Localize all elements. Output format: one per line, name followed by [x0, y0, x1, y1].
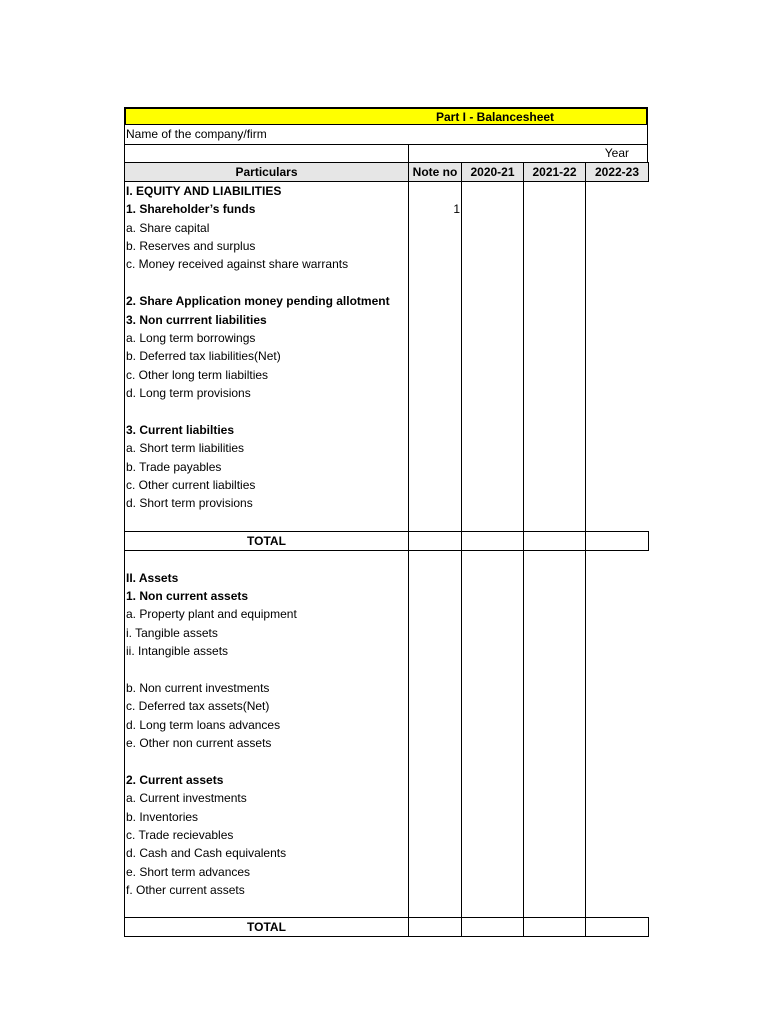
- year-2022-23-cell[interactable]: [586, 200, 649, 218]
- year-2022-23-cell[interactable]: [586, 476, 649, 494]
- table-row: [125, 494, 649, 512]
- note-no-cell[interactable]: [409, 605, 462, 623]
- note-no-cell[interactable]: [409, 881, 462, 899]
- year-2021-22-cell[interactable]: [524, 863, 586, 881]
- particulars-cell[interactable]: a. Current investments: [125, 789, 409, 807]
- note-no-cell[interactable]: [409, 808, 462, 826]
- year-2020-21-cell[interactable]: [462, 844, 524, 862]
- table-row: [125, 384, 649, 402]
- year-2022-23-cell[interactable]: [586, 402, 649, 420]
- year-2021-22-cell[interactable]: [524, 182, 586, 201]
- table-row: [125, 844, 649, 862]
- year-2022-23-cell[interactable]: [586, 494, 649, 512]
- particulars-cell[interactable]: 3. Current liabilties: [125, 421, 409, 439]
- year-2020-21-cell[interactable]: [462, 771, 524, 789]
- table-row: [125, 789, 649, 807]
- particulars-cell[interactable]: [125, 660, 409, 678]
- table-row: [125, 899, 649, 917]
- year-2020-21-cell[interactable]: [462, 642, 524, 660]
- year-2022-23-cell[interactable]: [586, 918, 649, 937]
- year-2021-22-cell[interactable]: [524, 716, 586, 734]
- table-row: [125, 347, 649, 365]
- year-2022-23-cell[interactable]: [586, 660, 649, 678]
- note-no-cell[interactable]: [409, 402, 462, 420]
- particulars-cell[interactable]: b. Non current investments: [125, 679, 409, 697]
- year-2020-21-cell[interactable]: [462, 513, 524, 531]
- year-2021-22-cell[interactable]: [524, 366, 586, 384]
- note-no-cell[interactable]: [409, 347, 462, 365]
- year-2022-23-cell[interactable]: [586, 752, 649, 770]
- table-row: [125, 402, 649, 420]
- year-2022-23-cell[interactable]: [586, 642, 649, 660]
- year-row[interactable]: [124, 144, 648, 162]
- table-row: [125, 568, 649, 586]
- particulars-cell[interactable]: TOTAL: [125, 531, 409, 550]
- year-2022-23-cell[interactable]: [586, 771, 649, 789]
- particulars-cell[interactable]: f. Other current assets: [125, 881, 409, 899]
- note-no-cell[interactable]: [409, 587, 462, 605]
- year-2021-22-cell[interactable]: [524, 899, 586, 917]
- note-no-cell[interactable]: [409, 182, 462, 201]
- table-row: [125, 716, 649, 734]
- note-no-cell[interactable]: [409, 439, 462, 457]
- particulars-cell[interactable]: 2. Current assets: [125, 771, 409, 789]
- table-row: [125, 697, 649, 715]
- year-2021-22-cell[interactable]: [524, 789, 586, 807]
- year-2022-23-cell[interactable]: [586, 255, 649, 273]
- note-no-cell[interactable]: [409, 863, 462, 881]
- table-row: [125, 624, 649, 642]
- sheet-title: Part I - Balancesheet: [436, 110, 555, 124]
- table-row: [125, 310, 649, 328]
- table-row: [125, 366, 649, 384]
- year-2020-21-cell[interactable]: [462, 752, 524, 770]
- year-2021-22-cell[interactable]: [524, 292, 586, 310]
- note-no-cell[interactable]: [409, 899, 462, 917]
- table-row: [125, 734, 649, 752]
- particulars-cell[interactable]: c. Money received against share warrants: [125, 255, 409, 273]
- year-2022-23-cell[interactable]: [586, 826, 649, 844]
- year-2020-21-cell[interactable]: [462, 310, 524, 328]
- year-2021-22-cell[interactable]: [524, 697, 586, 715]
- year-2020-21-cell[interactable]: [462, 421, 524, 439]
- year-2020-21-cell[interactable]: [462, 457, 524, 475]
- header-row: [125, 163, 649, 182]
- year-2020-21-cell[interactable]: [462, 255, 524, 273]
- year-2021-22-cell[interactable]: [524, 237, 586, 255]
- particulars-cell[interactable]: 3. Non currrent liabilities: [125, 310, 409, 328]
- particulars-cell[interactable]: c. Other current liabilties: [125, 476, 409, 494]
- year-2021-22-cell[interactable]: [524, 421, 586, 439]
- particulars-cell[interactable]: a. Share capital: [125, 218, 409, 236]
- company-name-row[interactable]: [124, 125, 648, 144]
- note-no-cell[interactable]: [409, 752, 462, 770]
- note-no-cell[interactable]: [409, 660, 462, 678]
- year-2021-22-cell[interactable]: [524, 274, 586, 292]
- year-2020-21-cell[interactable]: [462, 347, 524, 365]
- year-2022-23-cell[interactable]: [586, 844, 649, 862]
- particulars-cell[interactable]: a. Property plant and equipment: [125, 605, 409, 623]
- year-2020-21-cell[interactable]: [462, 329, 524, 347]
- note-no-cell[interactable]: [409, 531, 462, 550]
- year-2021-22-cell[interactable]: [524, 844, 586, 862]
- table-row: [125, 826, 649, 844]
- header-note-no[interactable]: Note no: [409, 163, 462, 182]
- year-2020-21-cell[interactable]: [462, 182, 524, 201]
- particulars-cell[interactable]: c. Deferred tax assets(Net): [125, 697, 409, 715]
- year-2020-21-cell[interactable]: [462, 605, 524, 623]
- year-2022-23-cell[interactable]: [586, 550, 649, 568]
- year-2021-22-cell[interactable]: [524, 642, 586, 660]
- particulars-cell[interactable]: b. Reserves and surplus: [125, 237, 409, 255]
- year-2021-22-cell[interactable]: [524, 347, 586, 365]
- particulars-cell[interactable]: [125, 402, 409, 420]
- year-2021-22-cell[interactable]: [524, 384, 586, 402]
- year-2022-23-cell[interactable]: [586, 697, 649, 715]
- year-2022-23-cell[interactable]: [586, 789, 649, 807]
- year-2022-23-cell[interactable]: [586, 679, 649, 697]
- year-label: Year: [604, 146, 629, 160]
- note-no-cell[interactable]: [409, 642, 462, 660]
- year-2021-22-cell[interactable]: [524, 439, 586, 457]
- note-no-cell[interactable]: [409, 679, 462, 697]
- note-no-cell[interactable]: [409, 826, 462, 844]
- year-2020-21-cell[interactable]: [462, 292, 524, 310]
- year-2022-23-cell[interactable]: [586, 182, 649, 201]
- year-2022-23-cell[interactable]: [586, 274, 649, 292]
- year-2020-21-cell[interactable]: [462, 568, 524, 586]
- year-2021-22-cell[interactable]: [524, 476, 586, 494]
- note-no-cell[interactable]: [409, 274, 462, 292]
- particulars-cell[interactable]: a. Long term borrowings: [125, 329, 409, 347]
- note-no-cell[interactable]: [409, 292, 462, 310]
- year-2021-22-cell[interactable]: [524, 605, 586, 623]
- header-year-2020-21[interactable]: 2020-21: [462, 163, 524, 182]
- table-row: [125, 550, 649, 568]
- year-2021-22-cell[interactable]: [524, 329, 586, 347]
- column-divider: [408, 145, 409, 162]
- year-2021-22-cell[interactable]: [524, 918, 586, 937]
- year-2022-23-cell[interactable]: [586, 457, 649, 475]
- particulars-cell[interactable]: b. Deferred tax liabilities(Net): [125, 347, 409, 365]
- year-2020-21-cell[interactable]: [462, 218, 524, 236]
- particulars-cell[interactable]: [125, 550, 409, 568]
- year-2022-23-cell[interactable]: [586, 734, 649, 752]
- year-2021-22-cell[interactable]: [524, 457, 586, 475]
- year-2020-21-cell[interactable]: [462, 384, 524, 402]
- year-2021-22-cell[interactable]: [524, 531, 586, 550]
- total-row: [125, 531, 649, 550]
- table-row: [125, 513, 649, 531]
- year-2021-22-cell[interactable]: [524, 826, 586, 844]
- year-2020-21-cell[interactable]: [462, 200, 524, 218]
- table-row: [125, 863, 649, 881]
- year-2021-22-cell[interactable]: [524, 660, 586, 678]
- particulars-cell[interactable]: TOTAL: [125, 918, 409, 937]
- year-2022-23-cell[interactable]: [586, 605, 649, 623]
- year-2020-21-cell[interactable]: [462, 494, 524, 512]
- year-2020-21-cell[interactable]: [462, 789, 524, 807]
- year-2022-23-cell[interactable]: [586, 384, 649, 402]
- year-2022-23-cell[interactable]: [586, 587, 649, 605]
- table-row: [125, 274, 649, 292]
- note-no-cell[interactable]: [409, 624, 462, 642]
- year-2021-22-cell[interactable]: [524, 752, 586, 770]
- table-row: [125, 182, 649, 201]
- particulars-cell[interactable]: II. Assets: [125, 568, 409, 586]
- note-no-cell[interactable]: [409, 494, 462, 512]
- particulars-cell[interactable]: I. EQUITY AND LIABILITIES: [125, 182, 409, 201]
- particulars-cell[interactable]: [125, 899, 409, 917]
- note-no-cell[interactable]: 1: [409, 200, 462, 218]
- year-2022-23-cell[interactable]: [586, 421, 649, 439]
- total-row: [125, 918, 649, 937]
- year-2020-21-cell[interactable]: [462, 881, 524, 899]
- year-2021-22-cell[interactable]: [524, 494, 586, 512]
- table-row: [125, 679, 649, 697]
- year-2022-23-cell[interactable]: [586, 366, 649, 384]
- particulars-cell[interactable]: e. Short term advances: [125, 863, 409, 881]
- particulars-cell[interactable]: 1. Shareholder’s funds: [125, 200, 409, 218]
- year-2021-22-cell[interactable]: [524, 679, 586, 697]
- table-row: [125, 329, 649, 347]
- year-2020-21-cell[interactable]: [462, 237, 524, 255]
- year-2020-21-cell[interactable]: [462, 531, 524, 550]
- year-2020-21-cell[interactable]: [462, 274, 524, 292]
- year-2020-21-cell[interactable]: [462, 587, 524, 605]
- year-2022-23-cell[interactable]: [586, 531, 649, 550]
- table-row: [125, 255, 649, 273]
- note-no-cell[interactable]: [409, 697, 462, 715]
- year-2022-23-cell[interactable]: [586, 568, 649, 586]
- year-2020-21-cell[interactable]: [462, 697, 524, 715]
- year-2022-23-cell[interactable]: [586, 863, 649, 881]
- table-row: [125, 642, 649, 660]
- table-row: [125, 752, 649, 770]
- year-2020-21-cell[interactable]: [462, 679, 524, 697]
- table-row: [125, 660, 649, 678]
- note-no-cell[interactable]: [409, 716, 462, 734]
- note-no-cell[interactable]: [409, 255, 462, 273]
- table-row: [125, 218, 649, 236]
- particulars-cell[interactable]: b. Trade payables: [125, 457, 409, 475]
- year-2022-23-cell[interactable]: [586, 218, 649, 236]
- particulars-cell[interactable]: e. Other non current assets: [125, 734, 409, 752]
- year-2022-23-cell[interactable]: [586, 237, 649, 255]
- note-no-cell[interactable]: [409, 734, 462, 752]
- header-year-2021-22[interactable]: 2021-22: [524, 163, 586, 182]
- year-2022-23-cell[interactable]: [586, 624, 649, 642]
- table-body: [125, 182, 649, 937]
- balance-sheet: [124, 107, 648, 937]
- note-no-cell[interactable]: [409, 771, 462, 789]
- particulars-cell[interactable]: i. Tangible assets: [125, 624, 409, 642]
- note-no-cell[interactable]: [409, 513, 462, 531]
- particulars-cell[interactable]: a. Short term liabilities: [125, 439, 409, 457]
- year-2021-22-cell[interactable]: [524, 200, 586, 218]
- year-2020-21-cell[interactable]: [462, 624, 524, 642]
- note-no-cell[interactable]: [409, 384, 462, 402]
- note-no-cell[interactable]: [409, 550, 462, 568]
- year-2022-23-cell[interactable]: [586, 292, 649, 310]
- table-row: [125, 771, 649, 789]
- year-2021-22-cell[interactable]: [524, 402, 586, 420]
- year-2021-22-cell[interactable]: [524, 771, 586, 789]
- year-2022-23-cell[interactable]: [586, 513, 649, 531]
- table-row: [125, 881, 649, 899]
- year-2020-21-cell[interactable]: [462, 439, 524, 457]
- table-row: [125, 421, 649, 439]
- title-row[interactable]: [124, 107, 648, 125]
- header-year-2022-23[interactable]: 2022-23: [586, 163, 649, 182]
- particulars-cell[interactable]: [125, 513, 409, 531]
- year-2020-21-cell[interactable]: [462, 918, 524, 937]
- note-no-cell[interactable]: [409, 476, 462, 494]
- note-no-cell[interactable]: [409, 366, 462, 384]
- particulars-cell[interactable]: b. Inventories: [125, 808, 409, 826]
- year-2021-22-cell[interactable]: [524, 587, 586, 605]
- year-2020-21-cell[interactable]: [462, 716, 524, 734]
- year-2020-21-cell[interactable]: [462, 808, 524, 826]
- year-2021-22-cell[interactable]: [524, 310, 586, 328]
- table-row: [125, 439, 649, 457]
- year-2020-21-cell[interactable]: [462, 402, 524, 420]
- particulars-cell[interactable]: d. Cash and Cash equivalents: [125, 844, 409, 862]
- table-row: [125, 292, 649, 310]
- particulars-cell[interactable]: d. Long term loans advances: [125, 716, 409, 734]
- note-no-cell[interactable]: [409, 918, 462, 937]
- balance-grid: [124, 162, 649, 937]
- table-row: [125, 237, 649, 255]
- particulars-cell[interactable]: 1. Non current assets: [125, 587, 409, 605]
- year-2020-21-cell[interactable]: [462, 899, 524, 917]
- company-label: Name of the company/firm: [126, 127, 267, 141]
- year-2020-21-cell[interactable]: [462, 476, 524, 494]
- note-no-cell[interactable]: [409, 844, 462, 862]
- year-2020-21-cell[interactable]: [462, 826, 524, 844]
- particulars-cell[interactable]: [125, 752, 409, 770]
- year-2020-21-cell[interactable]: [462, 734, 524, 752]
- year-2022-23-cell[interactable]: [586, 329, 649, 347]
- particulars-cell[interactable]: [125, 274, 409, 292]
- year-2022-23-cell[interactable]: [586, 716, 649, 734]
- particulars-cell[interactable]: d. Short term provisions: [125, 494, 409, 512]
- note-no-cell[interactable]: [409, 237, 462, 255]
- particulars-cell[interactable]: c. Trade recievables: [125, 826, 409, 844]
- year-2022-23-cell[interactable]: [586, 439, 649, 457]
- table-row: [125, 476, 649, 494]
- note-no-cell[interactable]: [409, 789, 462, 807]
- year-2022-23-cell[interactable]: [586, 808, 649, 826]
- table-row: [125, 605, 649, 623]
- table-row: [125, 457, 649, 475]
- year-2020-21-cell[interactable]: [462, 550, 524, 568]
- year-2021-22-cell[interactable]: [524, 734, 586, 752]
- note-no-cell[interactable]: [409, 218, 462, 236]
- year-2021-22-cell[interactable]: [524, 513, 586, 531]
- particulars-cell[interactable]: c. Other long term liabilties: [125, 366, 409, 384]
- year-2022-23-cell[interactable]: [586, 310, 649, 328]
- particulars-cell[interactable]: d. Long term provisions: [125, 384, 409, 402]
- year-2022-23-cell[interactable]: [586, 899, 649, 917]
- year-2021-22-cell[interactable]: [524, 568, 586, 586]
- year-2020-21-cell[interactable]: [462, 366, 524, 384]
- year-2021-22-cell[interactable]: [524, 808, 586, 826]
- particulars-cell[interactable]: ii. Intangible assets: [125, 642, 409, 660]
- year-2021-22-cell[interactable]: [524, 255, 586, 273]
- year-2021-22-cell[interactable]: [524, 624, 586, 642]
- year-2022-23-cell[interactable]: [586, 881, 649, 899]
- table-row: [125, 200, 649, 218]
- year-2021-22-cell[interactable]: [524, 218, 586, 236]
- note-no-cell[interactable]: [409, 457, 462, 475]
- note-no-cell[interactable]: [409, 329, 462, 347]
- header-particulars[interactable]: Particulars: [125, 163, 409, 182]
- year-2020-21-cell[interactable]: [462, 863, 524, 881]
- note-no-cell[interactable]: [409, 421, 462, 439]
- table-row: [125, 808, 649, 826]
- table-row: [125, 587, 649, 605]
- year-2022-23-cell[interactable]: [586, 347, 649, 365]
- year-2021-22-cell[interactable]: [524, 881, 586, 899]
- year-2020-21-cell[interactable]: [462, 660, 524, 678]
- particulars-cell[interactable]: 2. Share Application money pending allotment: [125, 292, 409, 310]
- year-2021-22-cell[interactable]: [524, 550, 586, 568]
- note-no-cell[interactable]: [409, 310, 462, 328]
- note-no-cell[interactable]: [409, 568, 462, 586]
